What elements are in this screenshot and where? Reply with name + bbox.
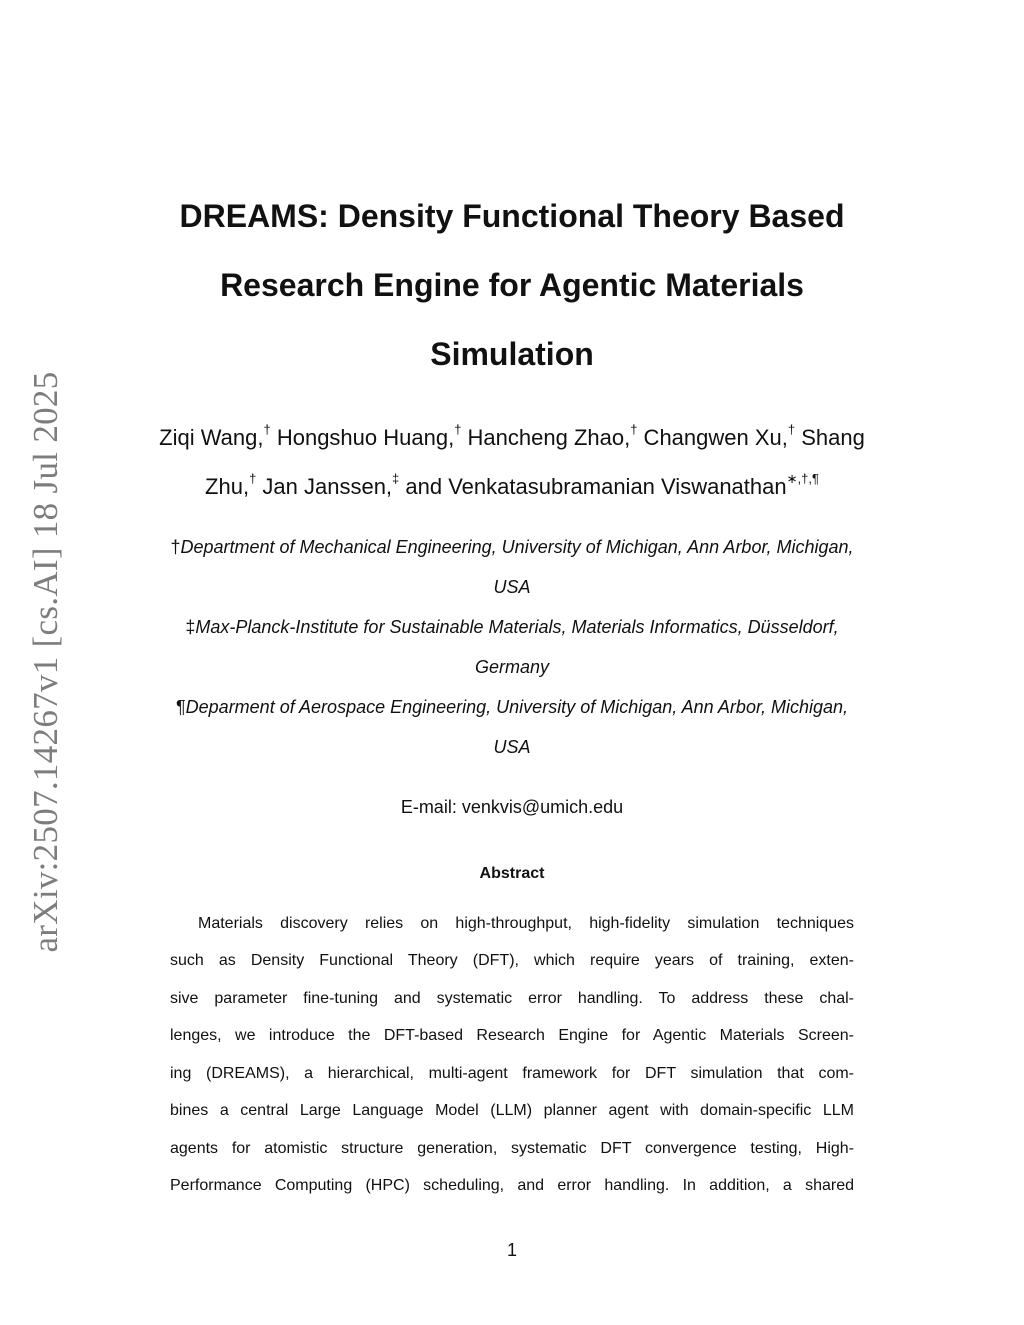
affiliation-2-continued: Germany xyxy=(474,657,550,677)
paper-title-line-1: DREAMS: Density Functional Theory Based xyxy=(179,198,845,234)
affiliation-symbol: † xyxy=(170,537,181,557)
arxiv-identifier: arXiv:2507.14267v1 [cs.AI] 18 Jul 2025 xyxy=(26,371,65,953)
affiliation-mark: † xyxy=(263,421,271,437)
author-name: Jan Janssen, xyxy=(256,474,393,499)
author-name: Ziqi Wang, xyxy=(159,425,264,450)
affiliation-mark: † xyxy=(249,470,257,486)
author-name: Zhu, xyxy=(205,474,250,499)
abstract-line: ing (DREAMS), a hierarchical, multi-agent framework for DFT simulation that com- xyxy=(170,1065,854,1082)
abstract-heading: Abstract xyxy=(479,865,545,882)
affiliation-text: Deparment of Aerospace Engineering, University of Michigan, Ann Arbor, Michigan, xyxy=(185,697,848,717)
affiliation-mark: † xyxy=(630,421,638,437)
paper-title-line-3: Simulation xyxy=(430,336,594,372)
author-name: Hongshuo Huang, xyxy=(270,425,455,450)
affiliation-mark: † xyxy=(787,421,796,437)
author-list-line-1 xyxy=(0,423,1024,453)
affiliation-1-continued: USA xyxy=(493,577,531,597)
affiliation-text: Department of Mechanical Engineering, University of Michigan, Ann Arbor, Michigan, xyxy=(180,537,854,557)
affiliation-mark: ‡ xyxy=(392,470,400,486)
abstract-line: lenges, we introduce the DFT-based Research Engine for Agentic Materials Screen- xyxy=(170,1027,854,1044)
abstract-line: bines a central Large Language Model (LLM) planner agent with domain-specific LLM xyxy=(170,1102,854,1119)
abstract-line: agents for atomistic structure generation, systematic DFT convergence testing, High- xyxy=(170,1140,854,1157)
affiliation-3-continued: USA xyxy=(493,737,531,757)
affiliation-mark: † xyxy=(454,421,462,437)
affiliation-mark: ∗,†,¶ xyxy=(786,470,819,486)
author-name: Shang xyxy=(795,425,865,450)
affiliation-3 xyxy=(0,695,1024,719)
author-name: Hancheng Zhao, xyxy=(461,425,631,450)
page-number: 1 xyxy=(506,1240,517,1260)
author-list-line-2 xyxy=(0,472,1024,502)
affiliation-1 xyxy=(0,535,1024,559)
affiliation-symbol: ‡ xyxy=(185,617,196,637)
abstract-line: Materials discovery relies on high-throughput, high-fidelity simulation techniques xyxy=(198,915,854,932)
abstract-line: such as Density Functional Theory (DFT), which require years of training, exten- xyxy=(170,952,854,969)
contact-email: E-mail: venkvis@umich.edu xyxy=(400,797,624,817)
affiliation-text: Max-Planck-Institute for Sustainable Materials, Materials Informatics, Düsseldorf, xyxy=(195,617,839,637)
affiliation-2 xyxy=(0,615,1024,639)
abstract-line: Performance Computing (HPC) scheduling, and error handling. In addition, a shared xyxy=(170,1177,854,1194)
author-name: Changwen Xu, xyxy=(637,425,788,450)
author-name: and Venkatasubramanian Viswanathan xyxy=(399,474,787,499)
affiliation-symbol: ¶ xyxy=(175,697,186,717)
abstract-line: sive parameter fine-tuning and systematic error handling. To address these chal- xyxy=(170,990,854,1007)
paper-title-line-2: Research Engine for Agentic Materials xyxy=(220,267,804,303)
